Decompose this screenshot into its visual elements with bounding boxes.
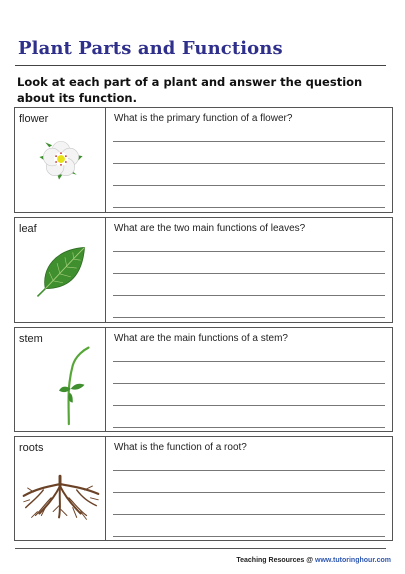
leaf-icon [15,218,106,322]
footer-divider [15,548,386,549]
answer-line[interactable] [113,514,385,515]
roots-icon [15,437,106,540]
part-label-column [15,328,106,431]
title-divider [15,65,386,66]
answer-line[interactable] [113,163,385,164]
part-label: leaf [19,223,37,235]
part-label: roots [19,442,44,454]
part-label-column [15,108,106,212]
question-text: What is the primary function of a flower? [114,113,293,124]
part-card-leaf [14,217,393,323]
answer-line[interactable] [113,470,385,471]
footer-link[interactable]: www.tutoringhour.com [315,557,391,564]
answer-line[interactable] [113,273,385,274]
instructions: Look at each part of a plant and answer the question about its function. [17,75,363,105]
question-text: What is the function of a root? [114,442,247,453]
part-card-roots [14,436,393,541]
answer-line[interactable] [113,492,385,493]
answer-line[interactable] [113,361,385,362]
footer-credit [236,557,391,564]
flower-icon [15,108,106,212]
part-label: flower [19,113,49,125]
answer-line[interactable] [113,427,385,428]
question-text: What are the main functions of a stem? [114,333,288,344]
part-label: stem [19,333,43,345]
answer-line[interactable] [113,405,385,406]
answer-line[interactable] [113,251,385,252]
page-title: Plant Parts and Functions [18,38,283,59]
answer-line[interactable] [113,536,385,537]
part-label-column [15,218,106,322]
footer-prefix: Teaching Resources @ [236,557,316,564]
answer-line[interactable] [113,383,385,384]
answer-line[interactable] [113,141,385,142]
part-card-flower [14,107,393,213]
answer-line[interactable] [113,317,385,318]
question-text: What are the two main functions of leaves? [114,223,306,234]
answer-line[interactable] [113,185,385,186]
part-label-column [15,437,106,540]
stem-icon [15,328,106,431]
answer-line[interactable] [113,295,385,296]
part-card-stem [14,327,393,432]
answer-line[interactable] [113,207,385,208]
